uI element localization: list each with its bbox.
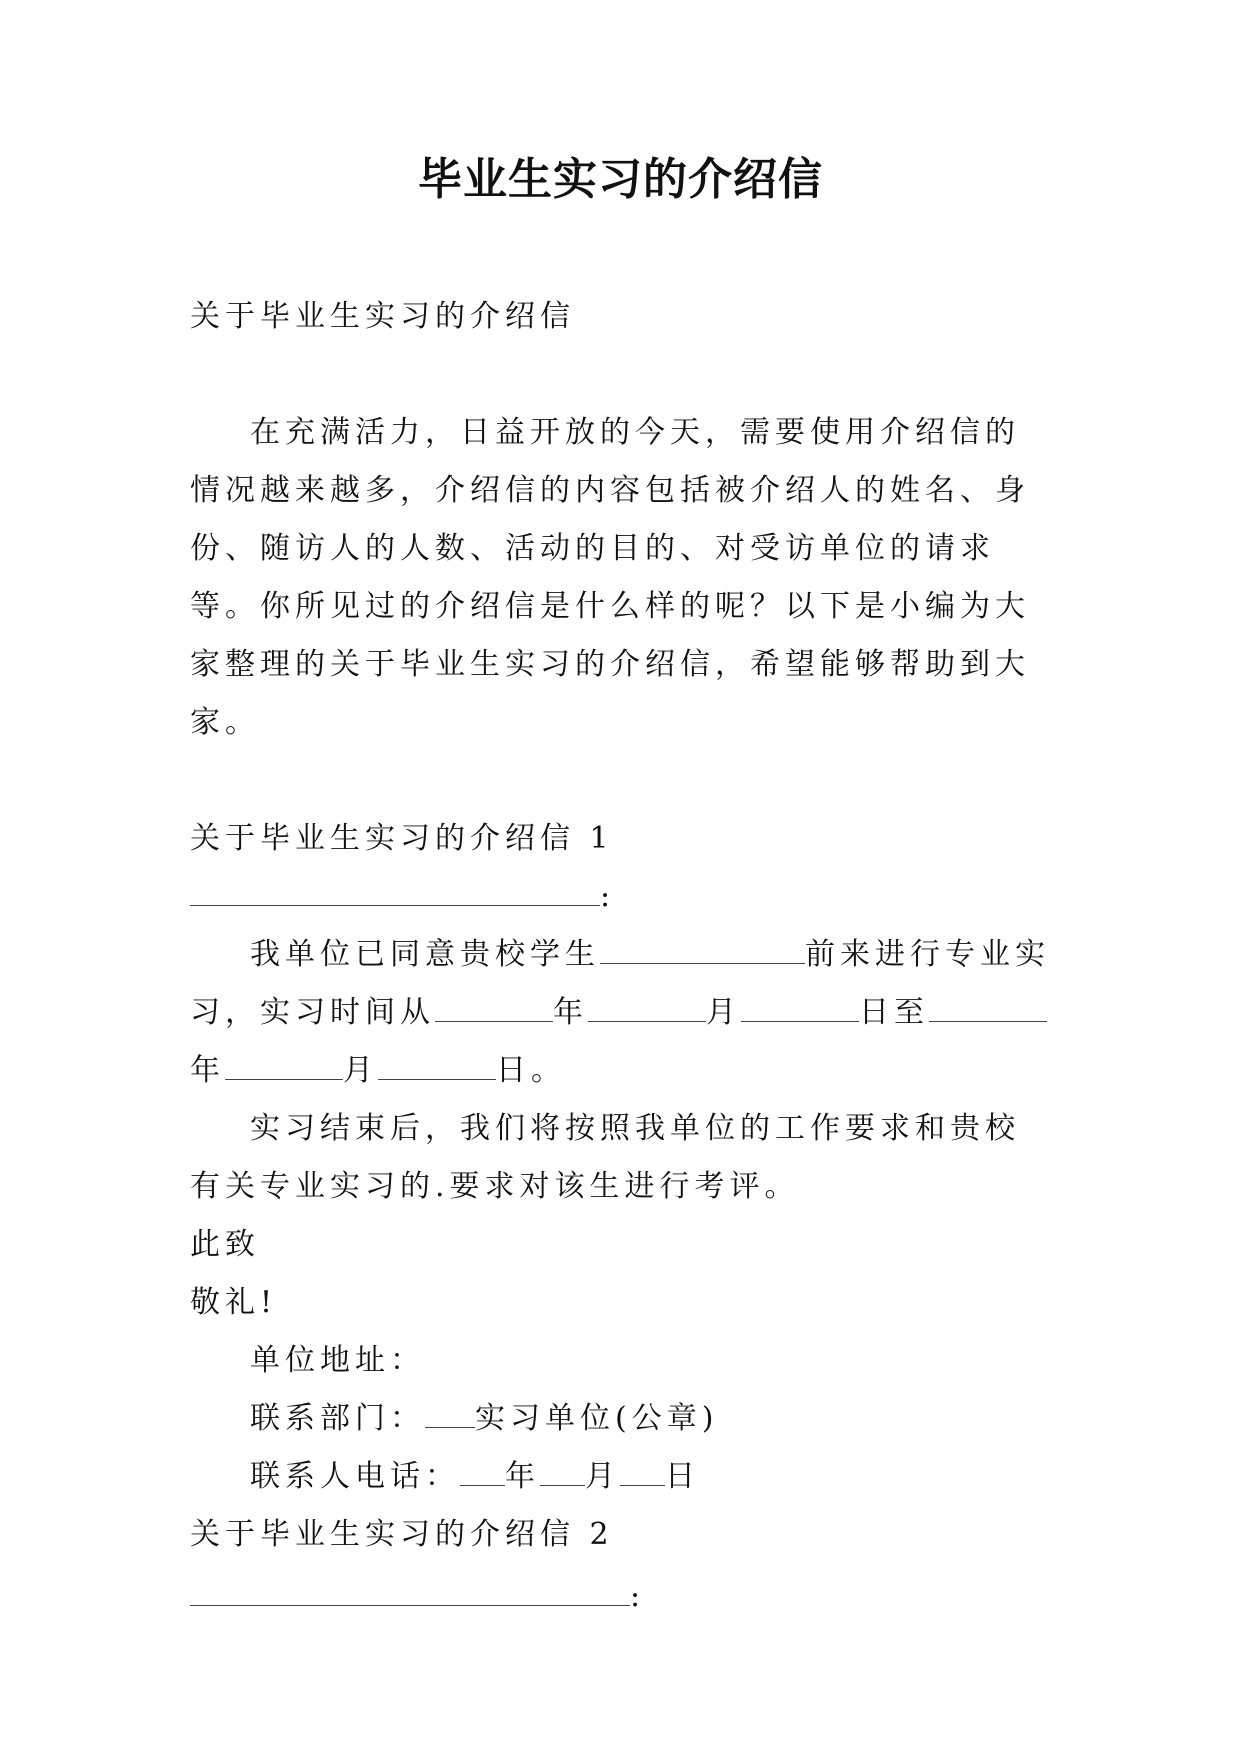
seal-label: 实习单位(公章) <box>475 1401 719 1436</box>
letter2-addressee-line <box>190 1568 1052 1626</box>
closing-line-1: 此致 <box>190 1227 260 1262</box>
start-day-blank <box>741 993 859 1023</box>
addressee2-colon: : <box>630 1579 646 1614</box>
letter2-heading: 关于毕业生实习的介绍信 2 <box>190 1517 614 1552</box>
contact-phone-line <box>190 1448 1052 1506</box>
addressee2-blank <box>190 1577 630 1607</box>
addressee-colon: : <box>600 879 616 914</box>
phone-label: 联系人电话： <box>250 1459 460 1494</box>
sig-year-blank <box>460 1457 505 1487</box>
letter1-heading: 关于毕业生实习的介绍信 1 <box>190 821 614 856</box>
start-month-label: 月 <box>706 995 741 1030</box>
document-body <box>190 288 1052 1626</box>
sig-month-label: 月 <box>585 1459 620 1494</box>
letter1-addressee-line <box>190 868 1052 926</box>
start-year-blank <box>435 993 553 1023</box>
p1-text-b: 前来进行专业实习，实习时间从 <box>190 937 1050 1030</box>
start-day-label: 日至 <box>859 995 929 1030</box>
end-day-label: 日。 <box>496 1053 566 1088</box>
p1-text-a: 我单位已同意贵校学生 <box>250 937 600 972</box>
document-title: 毕业生实习的介绍信 <box>418 154 823 205</box>
letter1-paragraph2: 实习结束后，我们将按照我单位的工作要求和贵校有关专业实习的.要求对该生进行考评。 <box>190 1111 1020 1204</box>
end-year-blank <box>929 993 1047 1023</box>
sig-year-label: 年 <box>505 1459 540 1494</box>
student-name-blank <box>600 935 805 965</box>
sig-month-blank <box>540 1457 585 1487</box>
letter1-paragraph1 <box>190 926 1052 1100</box>
start-year-label: 年 <box>553 995 588 1030</box>
contact-dept-line <box>190 1390 1052 1448</box>
end-year-label: 年 <box>190 1053 225 1088</box>
intro-paragraph: 在充满活力，日益开放的今天，需要使用介绍信的情况越来越多，介绍信的内容包括被介绍人的姓名、身份、随访人的人数、活动的目的、对受访单位的请求等。你所见过的介绍信是什么样的呢？以下是小编为大家整理的关于毕业生实习的介绍信，希望能够帮助到大家。 <box>190 415 1030 740</box>
sig-day-label: 日 <box>665 1459 700 1494</box>
end-month-blank <box>225 1051 343 1081</box>
end-day-blank <box>378 1051 496 1081</box>
sig-day-blank <box>620 1457 665 1487</box>
addressee-blank <box>190 877 600 907</box>
closing-line-2: 敬礼! <box>190 1285 278 1320</box>
dept-blank <box>425 1399 475 1429</box>
dept-label: 联系部门： <box>250 1401 425 1436</box>
end-month-label: 月 <box>343 1053 378 1088</box>
unit-address-line: 单位地址： <box>250 1343 425 1378</box>
subtitle: 关于毕业生实习的介绍信 <box>190 299 575 334</box>
start-month-blank <box>588 993 706 1023</box>
